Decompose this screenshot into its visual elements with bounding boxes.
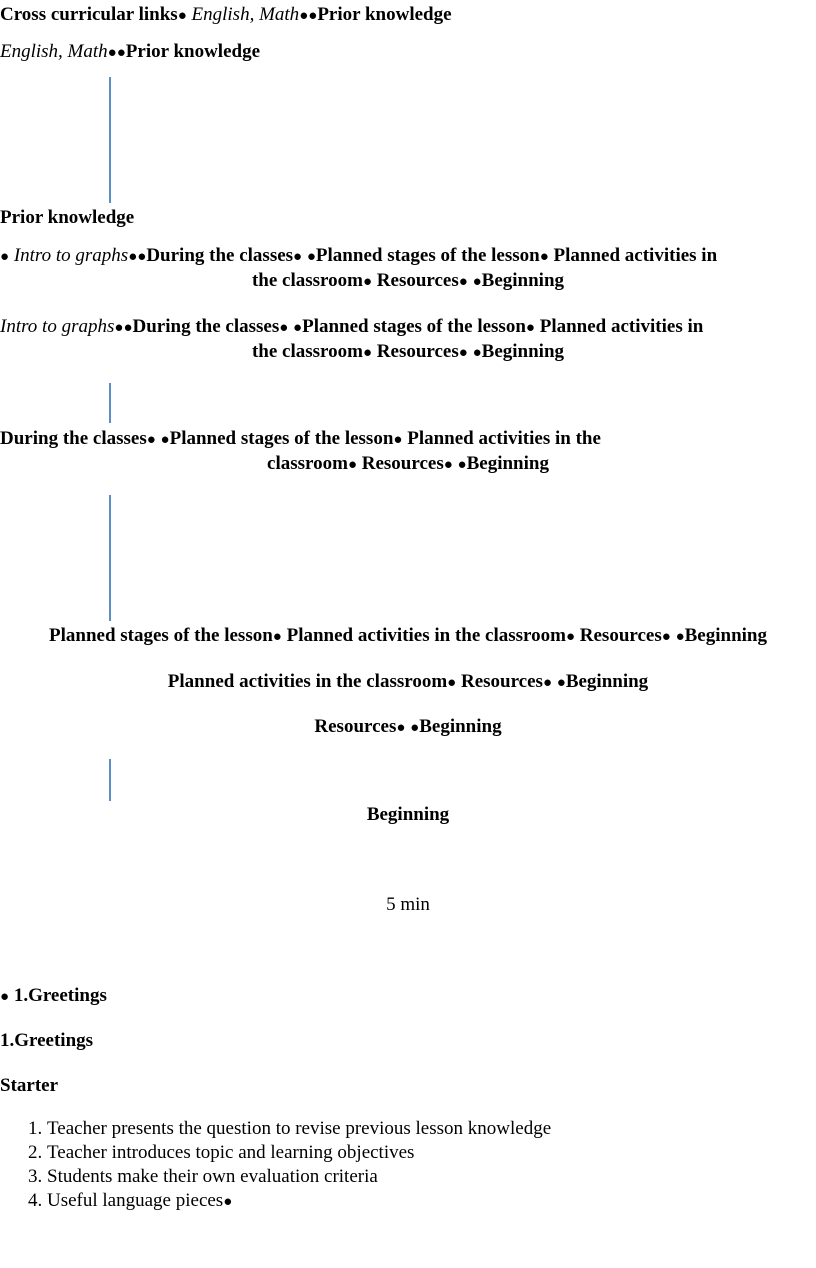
beginning-heading: Beginning	[366, 804, 450, 825]
planned-activities-line: Planned activities in the classroom● Resources● ●Beginning	[167, 671, 649, 692]
starter-heading: Starter	[0, 1075, 59, 1096]
list-item: 2. Teacher introduces topic and learning objectives	[47, 1141, 551, 1165]
connector-line-4	[109, 759, 111, 801]
connector-line-3	[109, 495, 111, 621]
list-item: 1. Teacher presents the question to revise previous lesson knowledge	[47, 1117, 551, 1141]
during-block-line2: classroom● Resources● ●Beginning	[267, 453, 549, 474]
during-block-line1: During the classes● ●Planned stages of the lesson● Planned activities in the	[0, 428, 601, 449]
planned-stages-line: Planned stages of the lesson● Planned activities in the classroom● Resources● ●Beginning	[49, 625, 767, 646]
cross-curricular-line: Cross curricular links● English, Math●●Prior knowledge	[0, 4, 452, 25]
intro-block-b-line2: the classroom● Resources● ●Beginning	[251, 341, 565, 362]
subjects-line: English, Math●●Prior knowledge	[0, 41, 261, 62]
greetings-bullet-line: ● 1.Greetings	[0, 985, 107, 1006]
greetings-line: 1.Greetings	[0, 1030, 94, 1051]
list-item: 4. Useful language pieces●	[47, 1189, 551, 1214]
time-label: 5 min	[386, 894, 430, 915]
list-item: 3. Students make their own evaluation criteria	[47, 1165, 551, 1189]
intro-block-b-line1: Intro to graphs●●During the classes● ●Planned stages of the lesson● Planned activities in	[0, 316, 704, 337]
intro-block-a-line1: ● Intro to graphs●●During the classes● ●Planned stages of the lesson● Planned activities in	[0, 245, 718, 266]
resources-line: Resources● ●Beginning	[314, 716, 502, 737]
prior-knowledge-heading: Prior knowledge	[0, 207, 135, 228]
intro-block-a-line2: the classroom● Resources● ●Beginning	[251, 270, 565, 291]
connector-line-1	[109, 77, 111, 203]
starter-list	[0, 1117, 551, 1214]
connector-line-2	[109, 383, 111, 423]
